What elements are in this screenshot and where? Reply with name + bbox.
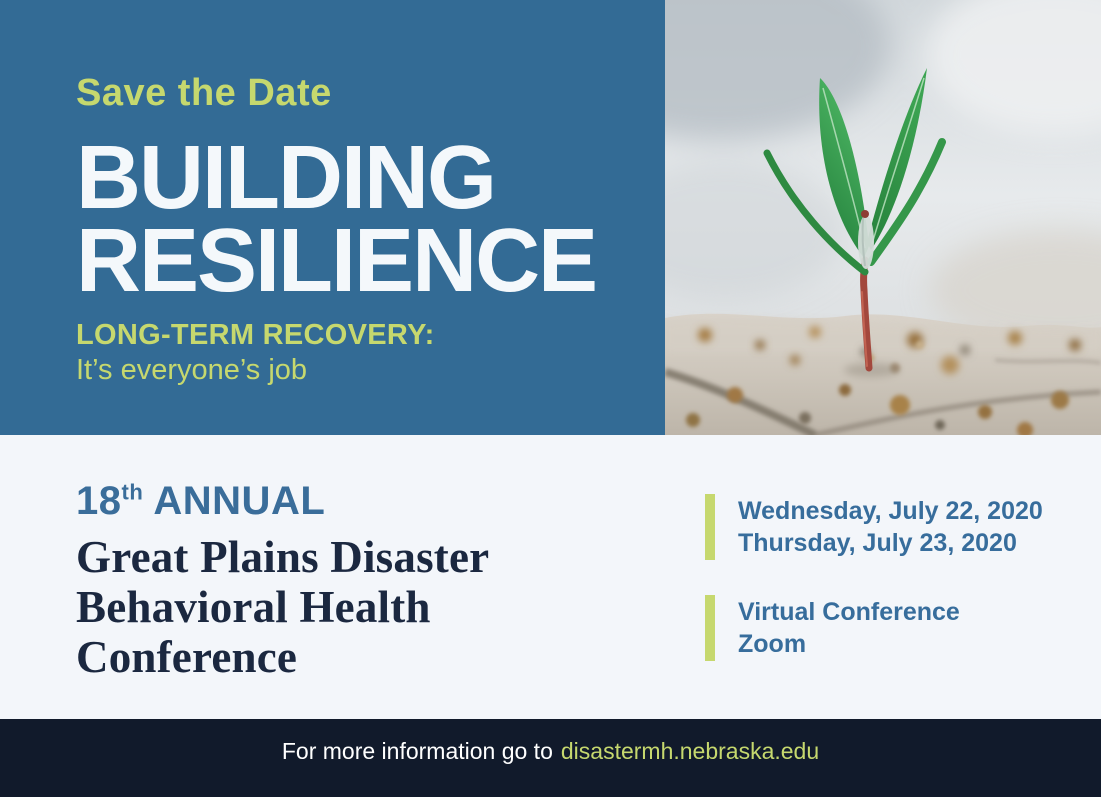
annual-heading xyxy=(76,479,489,524)
conference-title-line-1: Great Plains Disaster xyxy=(76,532,490,582)
seedling-photo xyxy=(665,0,1101,435)
main-title xyxy=(76,128,665,311)
annual-label: ANNUAL xyxy=(143,479,326,523)
conference-title-line-3: Conference xyxy=(76,632,298,682)
event-dates-item xyxy=(705,494,1043,560)
hero-panel xyxy=(0,0,665,435)
details-section xyxy=(0,435,1101,719)
footer-text: For more information go to xyxy=(281,737,553,764)
save-the-date-label: Save the Date xyxy=(76,72,332,114)
annual-ordinal-suffix: th xyxy=(121,479,144,505)
conference-heading-block xyxy=(76,479,489,682)
annual-number: 18 xyxy=(76,479,122,523)
footer-website-link[interactable]: disastermh.nebraska.edu xyxy=(560,737,820,764)
event-date-line-1: Wednesday, July 22, 2020 xyxy=(738,497,1043,525)
main-title-line-2: RESILIENCE xyxy=(76,210,597,311)
event-venue-item xyxy=(705,595,1043,661)
main-title-line-1: BUILDING xyxy=(76,128,495,228)
footer-bar xyxy=(0,719,1101,797)
event-venue-line-1: Virtual Conference xyxy=(738,598,960,626)
subtitle-line-2: It’s everyone’s job xyxy=(76,353,308,386)
conference-title xyxy=(76,532,489,682)
event-info-column xyxy=(705,494,1043,661)
conference-title-line-2: Behavioral Health xyxy=(76,582,431,632)
subtitle xyxy=(76,319,665,387)
event-date-line-2: Thursday, July 23, 2020 xyxy=(738,529,1017,557)
subtitle-line-1: LONG-TERM RECOVERY: xyxy=(76,318,435,351)
event-venue-line-2: Zoom xyxy=(738,630,807,658)
